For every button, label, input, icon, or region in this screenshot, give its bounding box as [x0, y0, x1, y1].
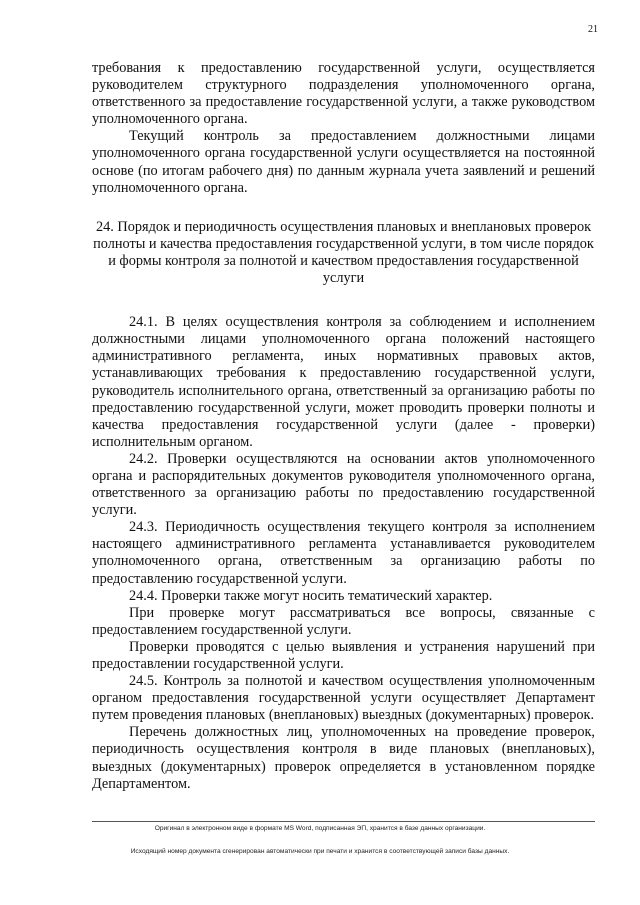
paragraph: Текущий контроль за предоставлением должностными лицами уполномоченного органа государственной услуги осуществляется на постоянной основе (по итогам рабочего дня) по данным журнала учета заявлений и решений уполномоченного органа.: [92, 128, 595, 196]
paragraph: 24.2. Проверки осуществляются на основании актов уполномоченного органа и распорядительных документов руководителя уполномоченного органа, ответственного за организацию работы по предоставлению государственной услуги.: [92, 450, 595, 519]
footer-note-outgoing-number: Исходящий номер документа сгенерирован автоматически при печати и хранится в соответствующей записи базы данных.: [130, 848, 510, 855]
paragraph: Перечень должностных лиц, уполномоченных на проведение проверок, периодичность осуществления контроля в виде плановых (внеплановых), выездных (документарных) проверок определяется в установленном порядке Департаментом.: [92, 724, 595, 792]
footer-note-original: Оригинал в электронном виде в формате MS Word, подписанная ЭП, хранится в базе данных организации.: [154, 825, 486, 832]
paragraph: требования к предоставлению государственной услуги, осуществляется руководителем структурного подразделения уполномоченного органа, ответственного за предоставление государственной услуги, а также руководством уполномоченного органа.: [92, 60, 595, 128]
section-heading: 24. Порядок и периодичность осуществления плановых и внеплановых проверок полноты и качества предоставления государственной услуги, в том числе порядок и формы контроля за полнотой и качеством предоставления государственной услуги: [93, 218, 594, 287]
paragraph: 24.5. Контроль за полнотой и качеством осуществления уполномоченным органом предоставления государственной услуги осуществляет Департамент путем проведения плановых (внеплановых) выездных (документарных) проверок.: [92, 673, 595, 724]
paragraph: 24.4. Проверки также могут носить тематический характер.: [129, 587, 493, 604]
paragraph: При проверке могут рассматриваться все вопросы, связанные с предоставлением государственной услуги.: [92, 604, 595, 638]
footer-divider: [92, 821, 595, 822]
paragraph: 24.1. В целях осуществления контроля за соблюдением и исполнением должностными лицами уполномоченного органа положений настоящего административного регламента, иных нормативных правовых актов, устанавливающих требования к предоставлению государственной услуги, руководитель исполнительного органа, ответственный за организацию работы по предоставлению государственной услуги, может проводить проверки полноты и качества предоставления государственной услуги (далее - проверки) исполнительным органом.: [92, 314, 595, 450]
document-body: [92, 60, 595, 793]
paragraph: Проверки проводятся с целью выявления и устранения нарушений при предоставлении государственной услуги.: [92, 638, 595, 672]
paragraph: 24.3. Периодичность осуществления текущего контроля за исполнением настоящего административного регламента устанавливается руководителем уполномоченного органа, ответственным за организацию работы по предоставлению государственной услуги.: [92, 519, 595, 587]
page-number: 21: [588, 24, 598, 35]
